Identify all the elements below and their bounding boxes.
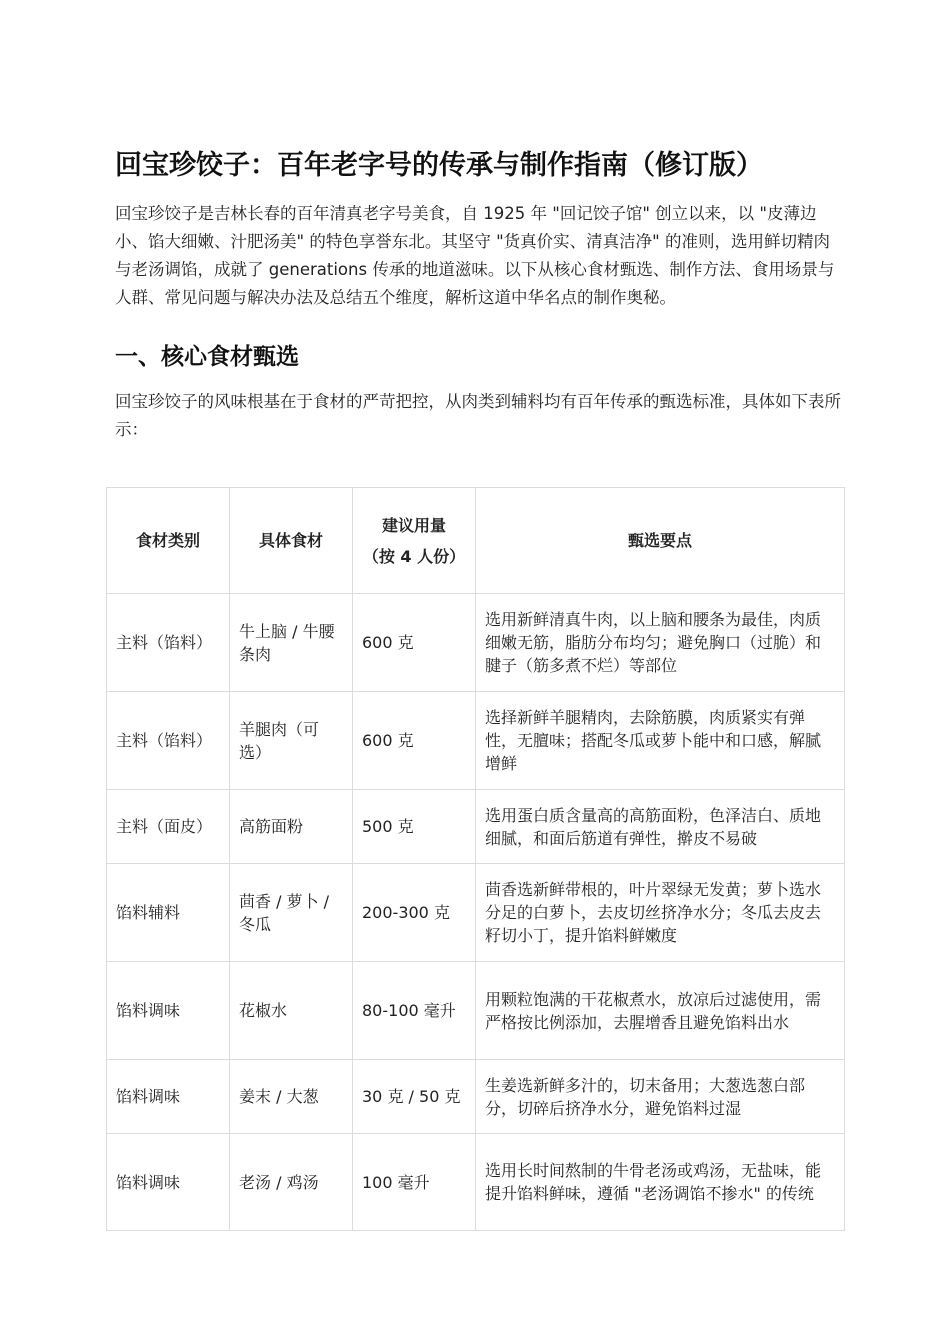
table-row — [107, 692, 845, 790]
cell-category: 主料（面皮） — [107, 790, 230, 864]
cell-ingredient: 姜末 / 大葱 — [230, 1060, 353, 1134]
cell-points: 选用新鲜清真牛肉，以上脑和腰条为最佳，肉质细嫩无筋，脂肪分布均匀；避免胸口（过脆）和腱子（筋多煮不烂）等部位 — [476, 594, 845, 692]
table-row — [107, 790, 845, 864]
cell-points: 生姜选新鲜多汁的，切末备用；大葱选葱白部分，切碎后挤净水分，避免馅料过湿 — [476, 1060, 845, 1134]
cell-points: 茴香选新鲜带根的，叶片翠绿无发黄；萝卜选水分足的白萝卜，去皮切丝挤净水分；冬瓜去皮去籽切小丁，提升馅料鲜嫩度 — [476, 864, 845, 962]
cell-points: 选用长时间熬制的牛骨老汤或鸡汤，无盐味，能提升馅料鲜味，遵循 "老汤调馅不掺水" 的传统 — [476, 1134, 845, 1231]
header-ingredient: 具体食材 — [230, 488, 353, 594]
cell-ingredient: 高筋面粉 — [230, 790, 353, 864]
table-header-row — [107, 488, 845, 594]
header-quantity-sub: （按 4 人份） — [362, 546, 466, 566]
cell-quantity: 500 克 — [353, 790, 476, 864]
page-title: 回宝珍饺子：百年老字号的传承与制作指南（修订版） — [115, 150, 763, 181]
cell-quantity: 200-300 克 — [353, 864, 476, 962]
cell-category: 馅料调味 — [107, 1060, 230, 1134]
section-heading: 一、核心食材甄选 — [115, 344, 299, 370]
cell-quantity: 80-100 毫升 — [353, 962, 476, 1060]
header-quantity — [353, 488, 476, 594]
cell-quantity: 100 毫升 — [353, 1134, 476, 1231]
cell-quantity: 600 克 — [353, 594, 476, 692]
cell-points: 选用蛋白质含量高的高筋面粉，色泽洁白、质地细腻，和面后筋道有弹性，擀皮不易破 — [476, 790, 845, 864]
cell-category: 馅料调味 — [107, 1134, 230, 1231]
section-lead-paragraph: 回宝珍饺子的风味根基在于食材的严苛把控，从肉类到辅料均有百年传承的甄选标准，具体如下表所示： — [115, 392, 841, 439]
table-row — [107, 1060, 845, 1134]
cell-points: 选择新鲜羊腿精肉，去除筋膜，肉质紧实有弹性，无膻味；搭配冬瓜或萝卜能中和口感，解腻增鲜 — [476, 692, 845, 790]
header-quantity-main: 建议用量 — [381, 515, 446, 535]
cell-category: 主料（馅料） — [107, 692, 230, 790]
cell-points: 用颗粒饱满的干花椒煮水，放凉后过滤使用，需严格按比例添加，去腥增香且避免馅料出水 — [476, 962, 845, 1060]
cell-quantity: 30 克 / 50 克 — [353, 1060, 476, 1134]
table-row — [107, 962, 845, 1060]
cell-ingredient: 花椒水 — [230, 962, 353, 1060]
cell-quantity: 600 克 — [353, 692, 476, 790]
cell-category: 馅料辅料 — [107, 864, 230, 962]
cell-ingredient: 茴香 / 萝卜 / 冬瓜 — [230, 864, 353, 962]
table-row — [107, 594, 845, 692]
cell-category: 馅料调味 — [107, 962, 230, 1060]
cell-ingredient: 牛上脑 / 牛腰条肉 — [230, 594, 353, 692]
intro-paragraph: 回宝珍饺子是吉林长春的百年清真老字号美食，自 1925 年 "回记饺子馆" 创立以来，以 "皮薄边小、馅大细嫩、汁肥汤美" 的特色享誉东北。其坚守 "货真价实、清真洁净" 的准则，选用鲜切精肉与老汤调馅，成就了 generations 传承的地道滋味。以下从核心食材甄选、制作方法、食用场景与人群、常见问题与解决办法及总结五个维度，解析这道中华名点的制作奥秘。 — [115, 204, 835, 307]
table-row — [107, 864, 845, 962]
cell-ingredient: 羊腿肉（可选） — [230, 692, 353, 790]
cell-ingredient: 老汤 / 鸡汤 — [230, 1134, 353, 1231]
header-category: 食材类别 — [107, 488, 230, 594]
header-selection-points: 甄选要点 — [476, 488, 845, 594]
table-row — [107, 1134, 845, 1231]
cell-category: 主料（馅料） — [107, 594, 230, 692]
ingredients-table — [106, 487, 845, 1231]
